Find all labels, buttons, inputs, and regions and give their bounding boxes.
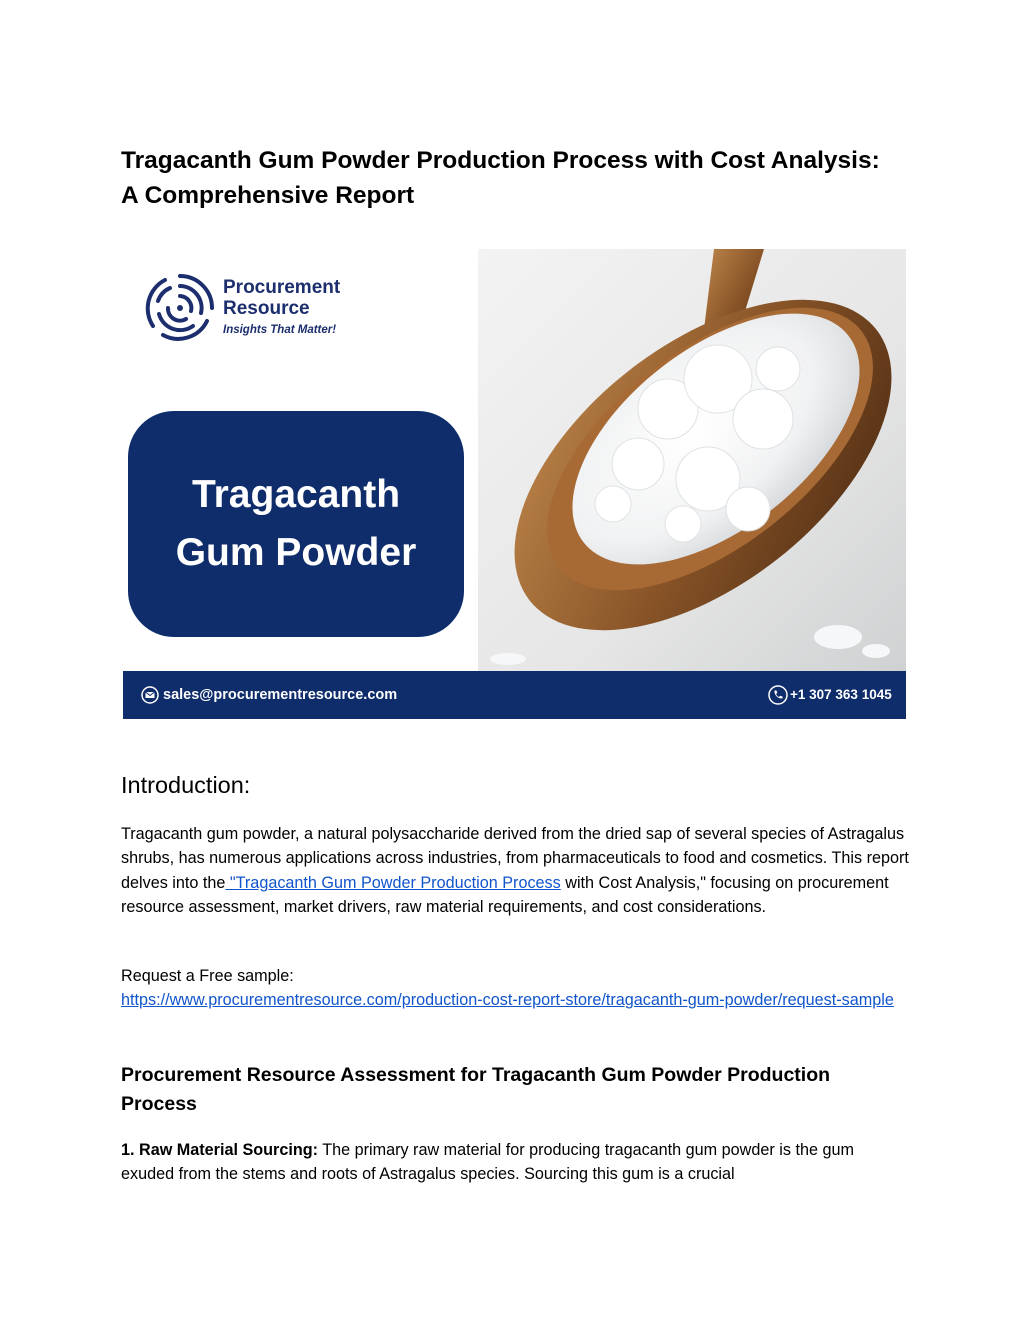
contact-bar bbox=[123, 671, 906, 719]
logo-mark-icon bbox=[143, 271, 217, 345]
assessment-heading: Procurement Resource Assessment for Tragacanth Gum Powder Production Process bbox=[121, 1064, 831, 1115]
logo-name-line2: Resource bbox=[223, 298, 310, 319]
product-name: Tragacanth Gum Powder bbox=[175, 473, 417, 574]
contact-phone: +1 307 363 1045 bbox=[790, 687, 892, 702]
request-sample-paragraph bbox=[121, 964, 911, 1013]
intro-text-after-link: with Cost Analysis," focusing on procurement resource assessment, market drivers, raw material requirements, and cost considerations. bbox=[121, 873, 889, 917]
raw-material-sourcing-text: The primary raw material for producing tragacanth gum powder is the gum exuded from the stems and roots of Astragalus species. Sourcing this gum is a crucial bbox=[121, 1141, 854, 1184]
product-name-box bbox=[128, 411, 464, 637]
request-sample-label: Request a Free sample: bbox=[121, 967, 294, 985]
intro-text-before-link: Tragacanth gum powder, a natural polysaccharide derived from the dried sap of several species of Astragalus shrubs, has numerous applications across industries, from pharmaceuticals to food and cosmetics. This report delves into the bbox=[121, 825, 909, 892]
phone-icon bbox=[768, 685, 788, 705]
powder-spoon-photo bbox=[478, 249, 906, 671]
contact-email: sales@procurementresource.com bbox=[163, 687, 398, 703]
request-sample-link[interactable]: https://www.procurementresource.com/production-cost-report-store/tragacanth-gum-powder/request-sample bbox=[121, 991, 894, 1010]
company-logo bbox=[143, 271, 373, 346]
document-title: Tragacanth Gum Powder Production Process with Cost Analysis: A Comprehensive Report bbox=[121, 147, 880, 209]
mail-icon bbox=[141, 686, 159, 704]
raw-material-sourcing-label: 1. Raw Material Sourcing: bbox=[121, 1141, 318, 1159]
report-banner-image bbox=[123, 249, 906, 719]
banner-left-panel bbox=[123, 249, 478, 671]
logo-tagline: Insights That Matter! bbox=[223, 324, 337, 336]
introduction-paragraph bbox=[121, 822, 911, 920]
introduction-heading: Introduction: bbox=[121, 772, 251, 798]
production-process-link[interactable]: "Tragacanth Gum Powder Production Process bbox=[225, 873, 561, 892]
raw-material-sourcing-paragraph bbox=[121, 1138, 911, 1187]
logo-name-line1: Procurement bbox=[223, 277, 341, 298]
